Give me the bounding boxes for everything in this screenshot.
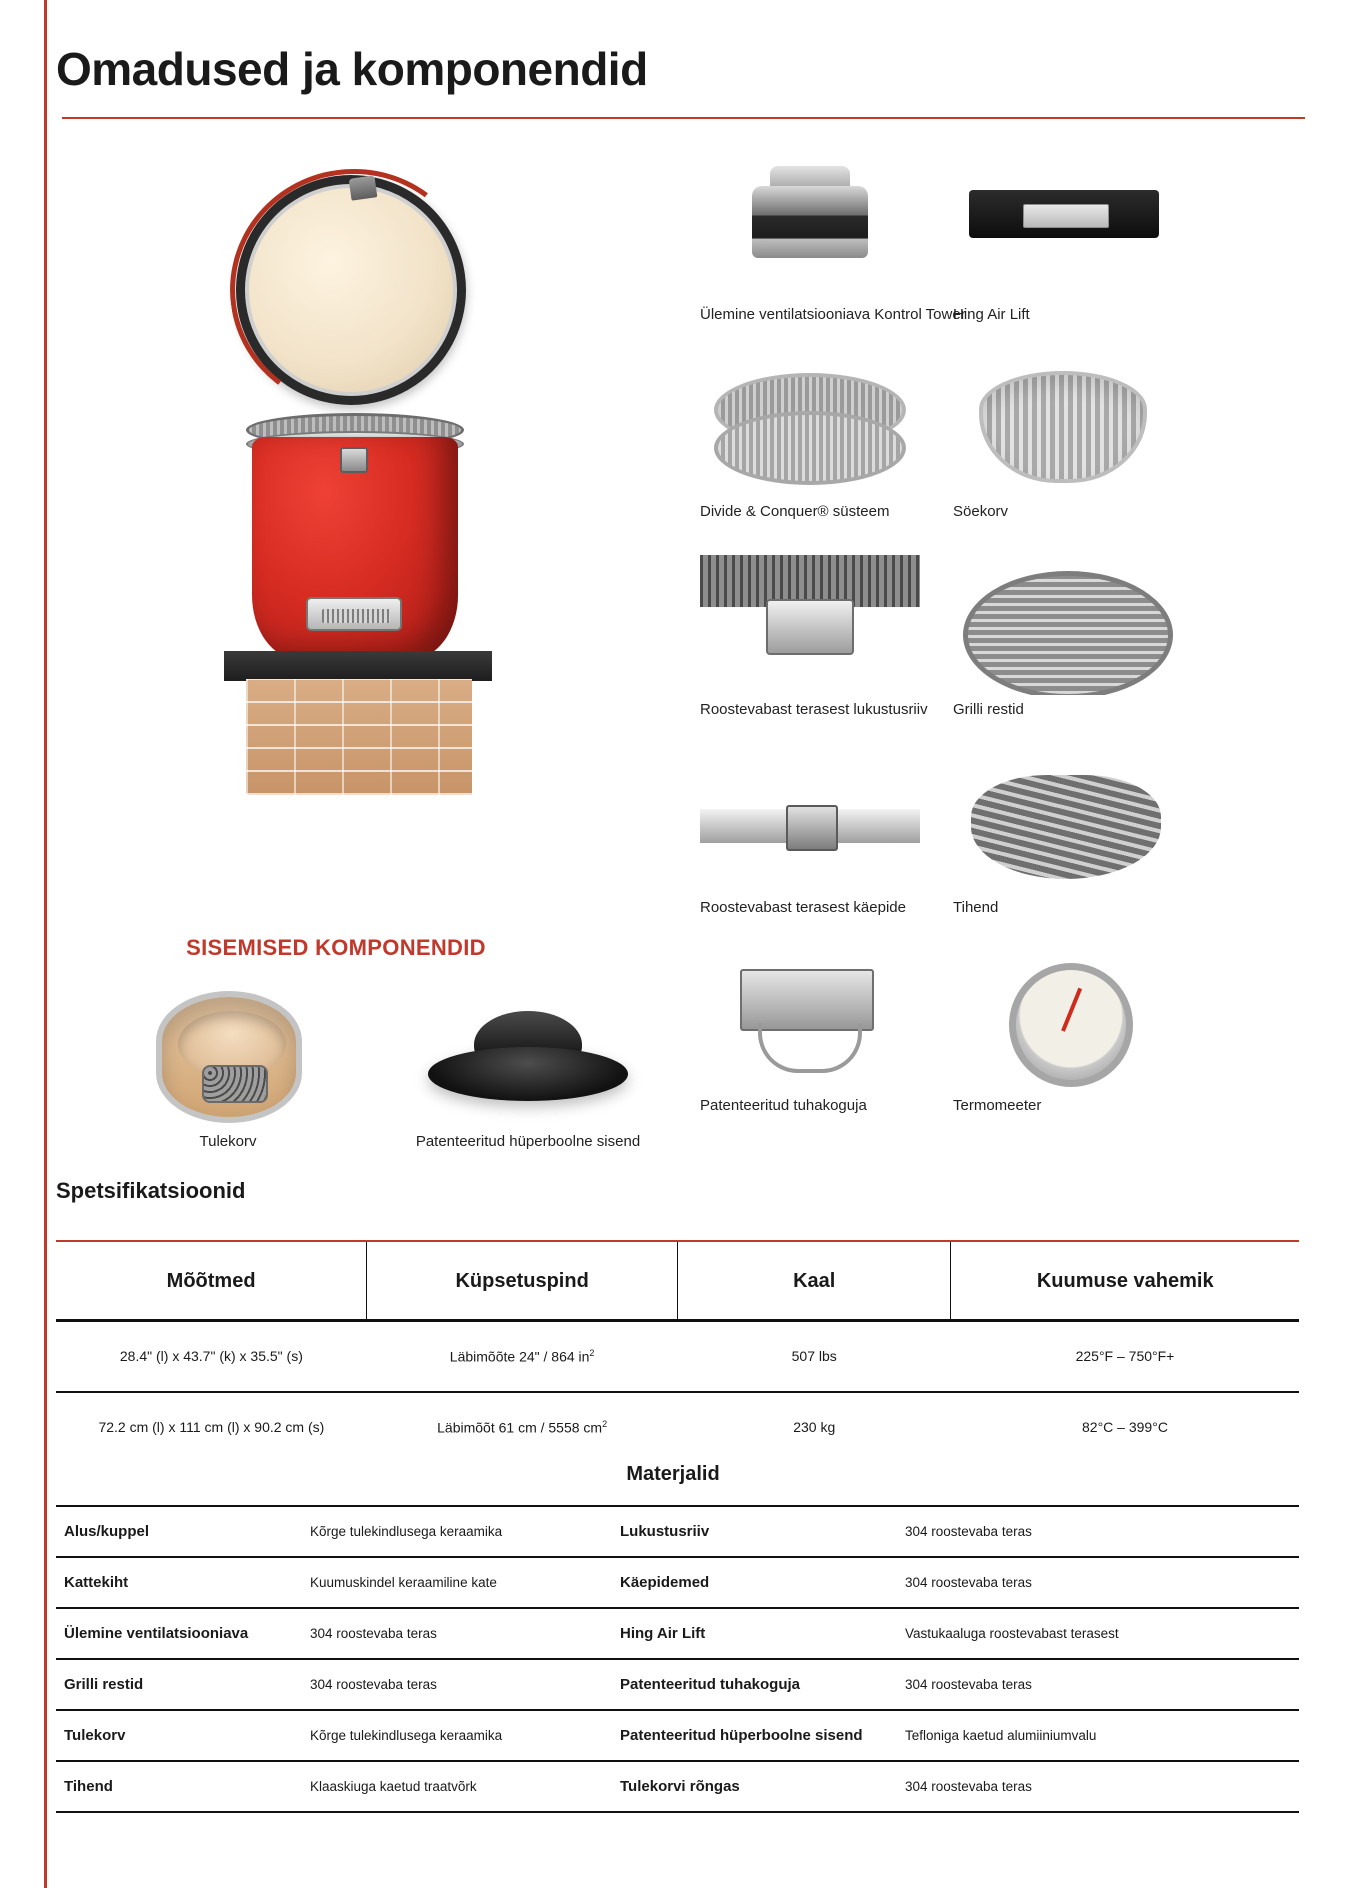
spec-column-header: Kuumuse vahemik [951, 1242, 1299, 1321]
component-photo-caption: Patenteeritud tuhakoguja [700, 1097, 867, 1114]
spec-column-header: Kaal [678, 1242, 951, 1321]
divider-lower-rack-icon [714, 411, 906, 485]
material-value: Kõrge tulekindlusega keraamika [306, 1506, 616, 1557]
material-value: 304 roostevaba teras [901, 1506, 1299, 1557]
stainless-latch-photo-icon [700, 555, 920, 695]
material-label: Patenteeritud tuhakoguja [616, 1659, 901, 1710]
spec-heat-range: 225°F – 750°F+ [951, 1321, 1299, 1392]
material-value: Kuumuskindel keraamiline kate [306, 1557, 616, 1608]
material-value: 304 roostevaba teras [901, 1659, 1299, 1710]
spec-weight: 230 kg [793, 1418, 836, 1435]
grill-plinth-icon [224, 651, 492, 681]
material-value: Kõrge tulekindlusega keraamika [306, 1710, 616, 1761]
inner-component-caption: Patenteeritud hüperboolne sisend [415, 1133, 641, 1150]
lid-vent-knob-icon [349, 175, 378, 200]
specifications-heading: Spetsifikatsioonid [56, 1178, 246, 1203]
spec-column-header: Mõõtmed [56, 1242, 367, 1321]
basket-mesh-icon [979, 371, 1147, 483]
material-value: 304 roostevaba teras [306, 1659, 616, 1710]
component-photo-caption: Hing Air Lift [953, 306, 1030, 323]
inner-component-hyperbolic-insert [368, 985, 688, 1160]
stainless-handle-photo-icon [700, 753, 920, 893]
component-photo-caption: Divide & Conquer® süsteem [700, 503, 890, 520]
component-photo-caption: Tihend [953, 899, 999, 916]
spec-cooking-surface-text: Läbimõõt 61 cm / 5558 cm [437, 1419, 603, 1436]
inner-component-caption: Tulekorv [199, 1133, 257, 1150]
firebox-photo-icon [156, 991, 302, 1123]
material-label: Tulekorv [56, 1710, 306, 1761]
material-label: Tihend [56, 1761, 306, 1812]
title-divider-rule [62, 117, 1305, 119]
materials-heading: Materjalid [626, 1463, 720, 1485]
spec-cooking-surface [367, 1321, 678, 1392]
table-header-row [56, 1242, 1299, 1321]
table-row [56, 1761, 1299, 1812]
material-value: Klaaskiuga kaetud traatvõrk [306, 1761, 616, 1812]
spec-cooking-surface-exponent: 2 [602, 1418, 608, 1429]
charcoal-basket-photo-icon [953, 357, 1173, 497]
cooking-grates-photo-icon [953, 555, 1173, 695]
brick-base-icon [246, 679, 472, 795]
material-value: 304 roostevaba teras [901, 1761, 1299, 1812]
table-row [56, 1321, 1299, 1392]
material-label: Grilli restid [56, 1659, 306, 1710]
hero-grill-image [200, 165, 600, 735]
material-label: Patenteeritud hüperboolne sisend [616, 1710, 901, 1761]
spec-cooking-surface-exponent: 2 [589, 1348, 595, 1358]
material-value: 304 roostevaba teras [901, 1557, 1299, 1608]
table-row [56, 1608, 1299, 1659]
spec-dimensions: 72.2 cm (l) x 111 cm (l) x 90.2 cm (s) [98, 1418, 325, 1435]
control-tower-photo-icon [700, 160, 920, 300]
bottom-vent-door-icon [306, 597, 402, 631]
spec-dimensions: 28.4" (l) x 43.7" (k) x 35.5" (s) [56, 1321, 367, 1392]
table-row [56, 1659, 1299, 1710]
table-row [56, 1710, 1299, 1761]
divide-conquer-photo-icon [700, 357, 920, 497]
material-label: Lukustusriiv [616, 1506, 901, 1557]
inner-component-firebox [118, 985, 338, 1160]
component-photo-caption: Ülemine ventilatsiooniava Kontrol Tower [700, 306, 966, 323]
material-label: Hing Air Lift [616, 1608, 901, 1659]
component-photo-caption: Söekorv [953, 503, 1009, 520]
specifications-table [56, 1240, 1299, 1461]
materials-table [56, 1505, 1299, 1813]
component-photo-caption: Grilli restid [953, 701, 1024, 718]
hyperbolic-insert-photo-icon [428, 1011, 628, 1107]
thermometer-photo-icon [953, 951, 1173, 1091]
component-photo-caption: Termomeeter [953, 1097, 1042, 1114]
spec-cooking-surface-text: Läbimõõte 24" / 864 in [449, 1348, 590, 1365]
material-label: Alus/kuppel [56, 1506, 306, 1557]
table-row [56, 1557, 1299, 1608]
table-row [56, 1392, 1299, 1462]
material-value: Tefloniga kaetud alumiiniumvalu [901, 1710, 1299, 1761]
page-title: Omadused ja komponendid [56, 43, 648, 95]
material-value: 304 roostevaba teras [306, 1608, 616, 1659]
hinge-air-lift-photo-icon [953, 160, 1173, 300]
spec-cooking-surface [367, 1392, 678, 1462]
gasket-photo-icon [953, 753, 1173, 893]
material-label: Ülemine ventilatsiooniava [56, 1608, 306, 1659]
grill-hinge-icon [340, 447, 368, 473]
component-photo-caption: Roostevabast terasest käepide [700, 899, 906, 916]
inner-components-heading: SISEMISED KOMPONENDID [186, 935, 486, 960]
material-label: Tulekorvi rõngas [616, 1761, 901, 1812]
component-photo-caption: Roostevabast terasest lukustusriiv [700, 701, 928, 718]
ash-drawer-photo-icon [700, 951, 920, 1091]
material-value: Vastukaaluga roostevabast terasest [901, 1608, 1299, 1659]
spec-heat-range: 82°C – 399°C [1082, 1418, 1168, 1435]
spec-column-header: Küpsetuspind [367, 1242, 678, 1321]
spec-weight: 507 lbs [678, 1321, 951, 1392]
material-label: Käepidemed [616, 1557, 901, 1608]
insert-base-icon [428, 1047, 628, 1101]
material-label: Kattekiht [56, 1557, 306, 1608]
table-row [56, 1506, 1299, 1557]
